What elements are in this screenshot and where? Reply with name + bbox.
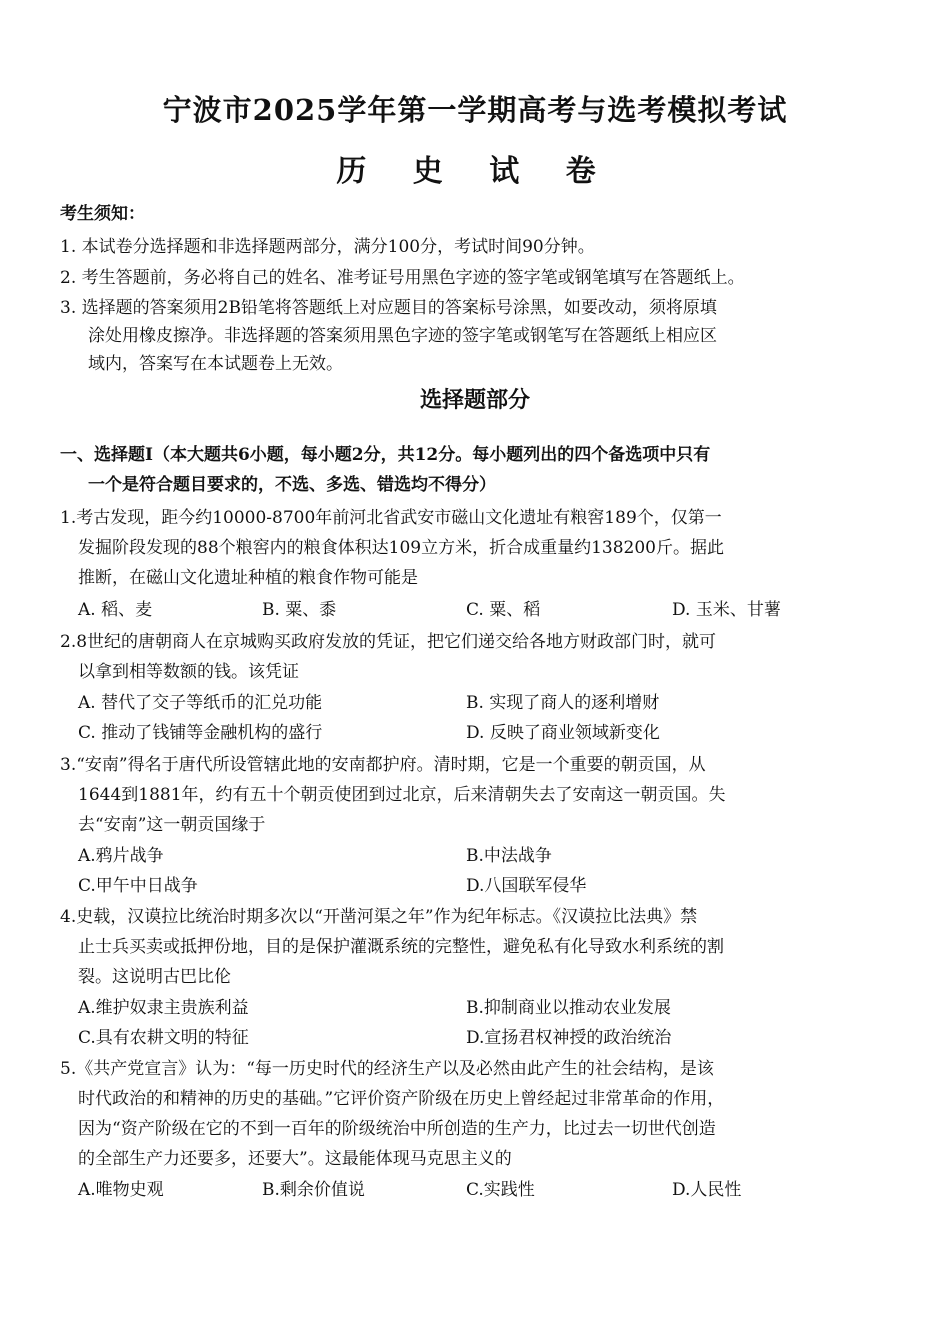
question-line: 推断，在磁山文化遗址种植的粮食作物可能是 [78, 568, 418, 588]
option-d: D.八国联军侵华 [466, 876, 587, 896]
option-d: D.人民性 [672, 1180, 742, 1200]
option-a: A.鸦片战争 [78, 846, 164, 866]
question-line: 时代政治的和精神的历史的基础。”它评价资产阶级在历史上曾经起过非常革命的作用， [78, 1089, 725, 1109]
question-line: 止士兵买卖或抵押份地，目的是保护灌溉系统的完整性，避免私有化导致水利系统的割 [78, 937, 724, 957]
question-line: 2.8世纪的唐朝商人在京城购买政府发放的凭证，把它们递交给各地方财政部门时，就可 [60, 632, 717, 652]
question-line: 1644到1881年，约有五十个朝贡使团到过北京，后来清朝失去了安南这一朝贡国。失 [78, 785, 726, 805]
question-line: 因为“资产阶级在它的不到一百年的阶级统治中所创造的生产力，比过去一切世代创造 [78, 1119, 716, 1139]
option-c: C.甲午中日战争 [78, 876, 198, 896]
notice-item: 3. 选择题的答案须用2B铅笔将答题纸上对应题目的答案标号涂黑，如要改动，须将原填 [60, 298, 717, 318]
option-b: B.中法战争 [466, 846, 552, 866]
option-a: A.唯物史观 [78, 1180, 164, 1200]
option-c: C.实践性 [466, 1180, 535, 1200]
option-b: B.抑制商业以推动农业发展 [466, 998, 671, 1018]
option-a: A.维护奴隶主贵族利益 [78, 998, 249, 1018]
option-d: D. 玉米、甘薯 [672, 600, 781, 620]
notice-heading: 考生须知： [60, 204, 145, 224]
option-c: C.具有农耕文明的特征 [78, 1028, 249, 1048]
option-a: A. 稻、麦 [78, 600, 153, 620]
option-c: C. 推动了钱铺等金融机构的盛行 [78, 723, 323, 743]
notice-item: 涂处用橡皮擦净。非选择题的答案须用黑色字迹的签字笔或钢笔写在答题纸上相应区 [88, 326, 717, 346]
option-b: B. 粟、黍 [262, 600, 337, 620]
question-line: 裂。这说明古巴比伦 [78, 967, 231, 987]
notice-item: 域内，答案写在本试题卷上无效。 [88, 354, 343, 374]
option-c: C. 粟、稻 [466, 600, 541, 620]
question-line: 发掘阶段发现的88个粮窖内的粮食体积达109立方米，折合成重量约138200斤。据此 [78, 538, 724, 558]
question-line: 去“安南”这一朝贡国缘于 [78, 815, 266, 835]
part-instructions: 一、选择题Ⅰ（本大题共6小题，每小题2分，共12分。每小题列出的四个备选项中只有 [60, 445, 711, 465]
option-a: A. 替代了交子等纸币的汇兑功能 [78, 693, 323, 713]
option-b: B.剩余价值说 [262, 1180, 365, 1200]
notice-item: 1. 本试卷分选择题和非选择题两部分，满分100分，考试时间90分钟。 [60, 237, 595, 257]
option-b: B. 实现了商人的逐利增财 [466, 693, 660, 713]
option-d: D. 反映了商业领域新变化 [466, 723, 660, 743]
part-instructions: 一个是符合题目要求的，不选、多选、错选均不得分） [88, 475, 496, 495]
question-line: 3.“安南”得名于唐代所设管辖此地的安南都护府。清时期，它是一个重要的朝贡国，从 [60, 755, 706, 775]
question-line: 的全部生产力还要多，还要大”。这最能体现马克思主义的 [78, 1149, 512, 1169]
question-line: 5.《共产党宣言》认为：“每一历史时代的经济生产以及必然由此产生的社会结构，是该 [60, 1059, 714, 1079]
question-line: 以拿到相等数额的钱。该凭证 [78, 662, 299, 682]
exam-title: 宁波市2025学年第一学期高考与选考模拟考试 [162, 93, 788, 127]
option-d: D.宣扬君权神授的政治统治 [466, 1028, 672, 1048]
notice-item: 2. 考生答题前，务必将自己的姓名、准考证号用黑色字迹的签字笔或钢笔填写在答题纸上。 [60, 268, 745, 288]
question-line: 1.考古发现，距今约10000-8700年前河北省武安市磁山文化遗址有粮窖189个，仅第一 [60, 508, 722, 528]
section-title: 选择题部分 [419, 387, 530, 413]
subject-title: 历 史 试 卷 [336, 154, 614, 189]
question-line: 4.史载，汉谟拉比统治时期多次以“开凿河渠之年”作为纪年标志。《汉谟拉比法典》禁 [60, 907, 698, 927]
